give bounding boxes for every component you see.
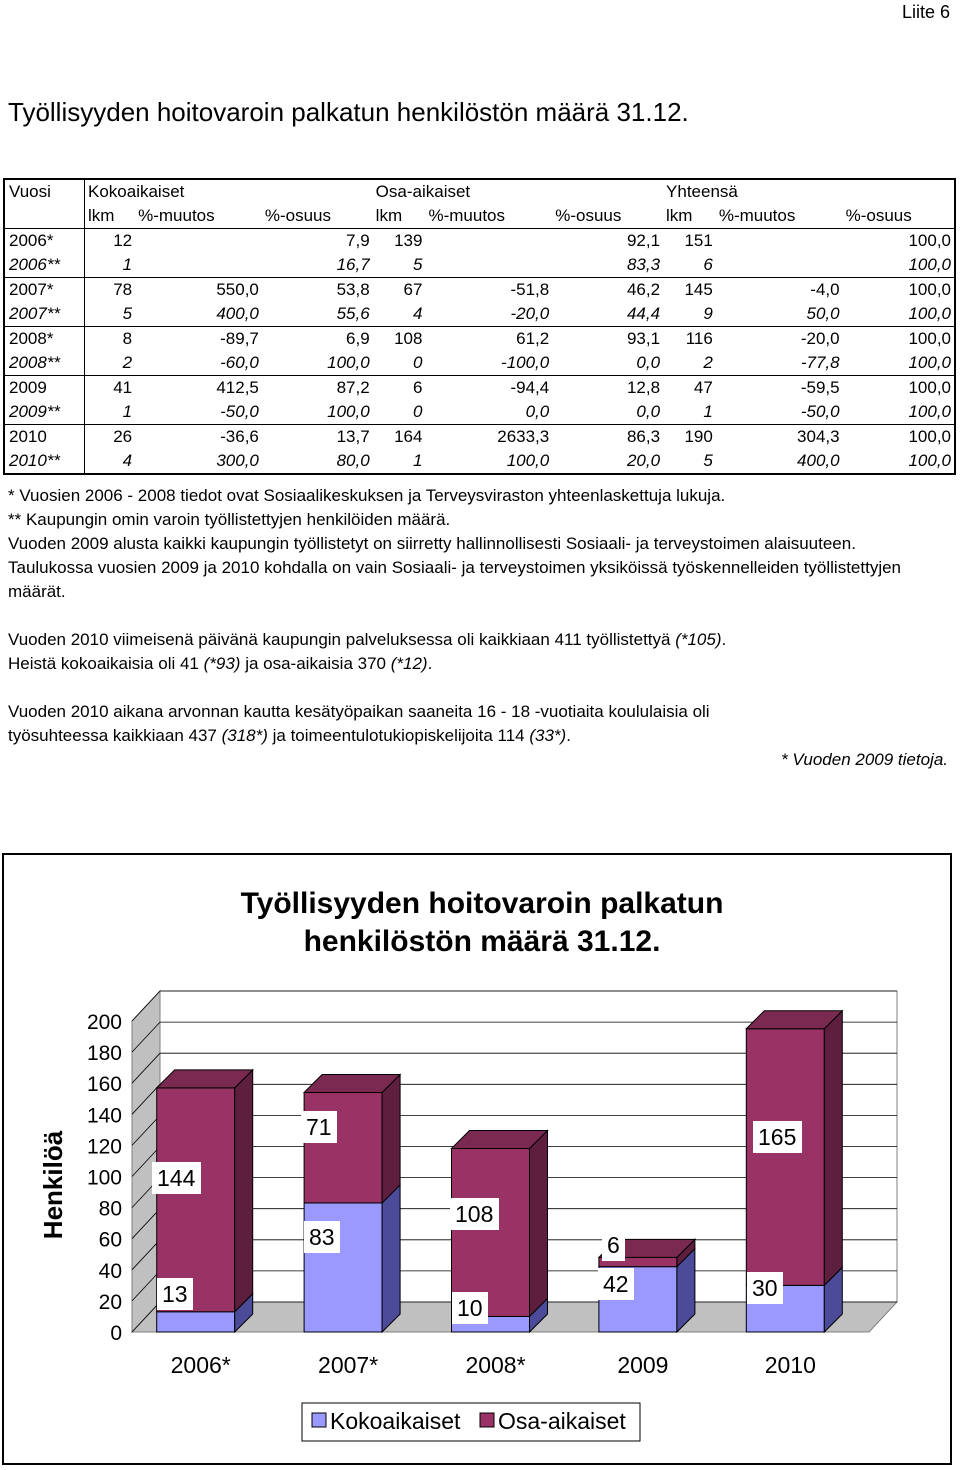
table-row bbox=[4, 449, 955, 474]
table-cell: 100,0 bbox=[843, 351, 955, 376]
footnote-2009: * Vuoden 2009 tietoja. bbox=[781, 750, 948, 769]
notes-section bbox=[8, 484, 948, 772]
table-cell: 86,3 bbox=[626, 427, 661, 446]
table-cell: 20,0 bbox=[552, 449, 663, 474]
table-cell: 0,0 bbox=[425, 400, 552, 425]
year-subheader-cell bbox=[4, 204, 85, 229]
y-tick-label: 40 bbox=[98, 1259, 122, 1283]
table-cell: -4,0 bbox=[810, 280, 840, 299]
bar-osa-aikaiset-4 bbox=[746, 1029, 824, 1286]
table-cell: 26 bbox=[113, 427, 133, 446]
table-cell: 100,0 bbox=[908, 329, 951, 348]
table-cell: 0,0 bbox=[552, 351, 663, 376]
year-cell: 2009** bbox=[4, 400, 85, 425]
table-cell: -36,6 bbox=[220, 427, 259, 446]
y-tick-label: 120 bbox=[86, 1135, 122, 1159]
table-cell: 100,0 bbox=[908, 427, 951, 446]
table-cell: -20,0 bbox=[800, 329, 840, 348]
year-cell: 2006* bbox=[4, 229, 85, 254]
table-cell: 100,0 bbox=[425, 449, 552, 474]
table-cell: 100,0 bbox=[908, 378, 951, 397]
table-cell bbox=[425, 229, 552, 254]
year-cell: 2010 bbox=[4, 425, 85, 450]
table-cell: 0 bbox=[373, 400, 426, 425]
legend-label-osa-aikaiset: Osa-aikaiset bbox=[498, 1408, 626, 1434]
data-label: 71 bbox=[306, 1114, 332, 1140]
subheader-cell: lkm bbox=[663, 204, 716, 229]
stacked-bar-chart bbox=[4, 855, 950, 1463]
table-cell: 108 bbox=[394, 329, 423, 348]
table-cell: 55,6 bbox=[262, 302, 373, 327]
paragraph-summer-jobs-cont: työsuhteessa kaikkiaan 437 (318*) ja toimeentulotukiopiskelijoita 114 (33*). bbox=[8, 726, 571, 745]
table-cell: 1 bbox=[85, 400, 136, 425]
table-cell: 92,1 bbox=[626, 231, 661, 250]
table-cell: 2 bbox=[85, 351, 136, 376]
data-label: 144 bbox=[157, 1165, 196, 1191]
table-cell: 100,0 bbox=[262, 400, 373, 425]
data-label: 165 bbox=[758, 1124, 797, 1150]
table-cell: 304,3 bbox=[797, 427, 840, 446]
table-cell: 100,0 bbox=[908, 231, 951, 250]
subheader-cell: lkm bbox=[373, 204, 426, 229]
y-tick-label: 0 bbox=[110, 1322, 122, 1345]
table-row bbox=[4, 229, 955, 254]
subheader-cell: %-muutos bbox=[425, 204, 552, 229]
note-2: ** Kaupungin omin varoin työllistettyjen henkilöiden määrä. bbox=[8, 510, 451, 529]
table-cell: 61,2 bbox=[516, 329, 550, 348]
employment-table bbox=[3, 178, 956, 475]
group-header-kokoaikaiset: Kokoaikaiset bbox=[88, 182, 185, 201]
table-row bbox=[4, 351, 955, 376]
x-tick-label: 2009 bbox=[617, 1352, 669, 1378]
table-cell: 1 bbox=[85, 253, 136, 278]
x-tick-label: 2008* bbox=[465, 1352, 526, 1378]
table-cell: 93,1 bbox=[626, 329, 661, 348]
table-cell: 2 bbox=[663, 351, 716, 376]
paragraph-summer-jobs: Vuoden 2010 aikana arvonnan kautta kesätyöpaikan saaneita 16 - 18 -vuotiaita koululaisia oli bbox=[8, 702, 710, 721]
table-cell: 100,0 bbox=[843, 400, 955, 425]
year-cell: 2010** bbox=[4, 449, 85, 474]
table-cell: 8 bbox=[122, 329, 133, 348]
table-cell: 0 bbox=[373, 351, 426, 376]
table-cell: 16,7 bbox=[262, 253, 373, 278]
legend-label-kokoaikaiset: Kokoaikaiset bbox=[330, 1408, 461, 1434]
table-cell: 164 bbox=[394, 427, 423, 446]
table-cell: 1 bbox=[663, 400, 716, 425]
y-tick-label: 80 bbox=[98, 1197, 122, 1221]
chart-container bbox=[2, 853, 952, 1465]
table-cell: 5 bbox=[663, 449, 716, 474]
subheader-cell: %-muutos bbox=[716, 204, 843, 229]
table-cell: 9 bbox=[663, 302, 716, 327]
table-cell: -51,8 bbox=[510, 280, 550, 299]
paragraph-fulltime-parttime: Heistä kokoaikaisia oli 41 (*93) ja osa-aikaisia 370 (*12). bbox=[8, 654, 433, 673]
table-cell: 300,0 bbox=[135, 449, 262, 474]
note-4: Taulukossa vuosien 2009 ja 2010 kohdalla on vain Sosiaali- ja terveystoimen yksiköissä työskennelleiden työllistettyjen määrät. bbox=[8, 558, 902, 601]
data-label: 10 bbox=[457, 1295, 483, 1321]
table-cell: -77,8 bbox=[716, 351, 843, 376]
year-cell: 2007** bbox=[4, 302, 85, 327]
table-cell: 550,0 bbox=[216, 280, 259, 299]
table-row bbox=[4, 278, 955, 303]
table-cell: -94,4 bbox=[510, 378, 550, 397]
table-cell bbox=[135, 229, 262, 254]
bar-side-osa-aikaiset-2 bbox=[530, 1131, 548, 1317]
x-tick-label: 2010 bbox=[764, 1352, 816, 1378]
table-row bbox=[4, 302, 955, 327]
subheader-cell: %-osuus bbox=[843, 204, 955, 229]
table-cell: 4 bbox=[85, 449, 136, 474]
table-cell: 4 bbox=[373, 302, 426, 327]
bar-side-osa-aikaiset-1 bbox=[382, 1075, 400, 1203]
x-tick-label: 2006* bbox=[170, 1352, 231, 1378]
chart-title-line-1: Työllisyyden hoitovaroin palkatun bbox=[240, 887, 724, 920]
table-cell: -59,5 bbox=[800, 378, 840, 397]
year-cell: 2009 bbox=[4, 376, 85, 401]
y-axis-label: Henkilöä bbox=[38, 1130, 68, 1240]
data-label: 83 bbox=[309, 1224, 335, 1250]
table-cell: -89,7 bbox=[220, 329, 259, 348]
y-tick-label: 20 bbox=[98, 1290, 122, 1314]
table-cell: 190 bbox=[684, 427, 713, 446]
note-1: * Vuosien 2006 - 2008 tiedot ovat Sosiaalikeskuksen ja Terveysviraston yhteenlaskettuja lukuja. bbox=[8, 486, 726, 505]
y-tick-label: 60 bbox=[98, 1228, 122, 1252]
year-cell: 2008** bbox=[4, 351, 85, 376]
y-tick-label: 100 bbox=[86, 1166, 122, 1190]
table-cell: -20,0 bbox=[425, 302, 552, 327]
table-cell: 5 bbox=[85, 302, 136, 327]
data-label: 108 bbox=[455, 1201, 494, 1227]
year-cell: 2008* bbox=[4, 327, 85, 352]
table-cell: 6 bbox=[413, 378, 423, 397]
x-tick-label: 2007* bbox=[318, 1352, 379, 1378]
subheader-cell: lkm bbox=[85, 204, 136, 229]
data-label: 13 bbox=[162, 1281, 188, 1307]
table-cell: 80,0 bbox=[262, 449, 373, 474]
table-cell: 12 bbox=[113, 231, 133, 250]
bar-osa-aikaiset-1 bbox=[304, 1093, 382, 1203]
table-body bbox=[4, 229, 955, 475]
table-cell: 400,0 bbox=[716, 449, 843, 474]
bar-osa-aikaiset-2 bbox=[452, 1149, 530, 1317]
table-cell: 67 bbox=[403, 280, 423, 299]
table-cell: -50,0 bbox=[135, 400, 262, 425]
table-cell: -100,0 bbox=[425, 351, 552, 376]
group-header-osa-aikaiset: Osa-aikaiset bbox=[375, 182, 471, 201]
table-row bbox=[4, 253, 955, 278]
table-cell: 100,0 bbox=[908, 280, 951, 299]
table-cell: 50,0 bbox=[716, 302, 843, 327]
table-cell: 139 bbox=[394, 231, 423, 250]
table-cell: 6 bbox=[663, 253, 716, 278]
table-cell: 44,4 bbox=[552, 302, 663, 327]
table-cell: 47 bbox=[693, 378, 713, 397]
legend-swatch-kokoaikaiset bbox=[312, 1413, 326, 1427]
data-label: 42 bbox=[603, 1271, 629, 1297]
table-cell: 1 bbox=[373, 449, 426, 474]
table-row bbox=[4, 376, 955, 401]
table-cell: 145 bbox=[684, 280, 713, 299]
legend-swatch-osa-aikaiset bbox=[480, 1413, 494, 1427]
table-row bbox=[4, 400, 955, 425]
table-cell: -50,0 bbox=[716, 400, 843, 425]
table-cell: -60,0 bbox=[135, 351, 262, 376]
table-cell bbox=[135, 253, 262, 278]
year-cell: 2006** bbox=[4, 253, 85, 278]
table-cell: 400,0 bbox=[135, 302, 262, 327]
table-cell: 100,0 bbox=[843, 449, 955, 474]
table-group-header-row bbox=[4, 179, 955, 204]
paragraph-total-employed: Vuoden 2010 viimeisenä päivänä kaupungin palveluksessa oli kaikkiaan 411 työllistettyä (*105). bbox=[8, 630, 727, 649]
table-cell: 87,2 bbox=[336, 378, 370, 397]
data-label: 30 bbox=[752, 1275, 778, 1301]
table-row bbox=[4, 327, 955, 352]
group-header-yhteensa: Yhteensä bbox=[666, 182, 738, 201]
table-cell: 83,3 bbox=[552, 253, 663, 278]
table-cell: 100,0 bbox=[843, 253, 955, 278]
subheader-cell: %-osuus bbox=[552, 204, 663, 229]
bar-side-osa-aikaiset-0 bbox=[235, 1070, 253, 1312]
table-cell: 53,8 bbox=[336, 280, 370, 299]
bar-side-osa-aikaiset-4 bbox=[824, 1011, 842, 1286]
table-cell bbox=[716, 253, 843, 278]
table-subheader-row bbox=[4, 204, 955, 229]
table-cell: 100,0 bbox=[843, 302, 955, 327]
table-cell: 12,8 bbox=[626, 378, 661, 397]
year-column-header: Vuosi bbox=[4, 179, 85, 204]
note-3: Vuoden 2009 alusta kaikki kaupungin työllistetyt on siirretty hallinnollisesti Sosiaali- ja terveystoimen alaisuuteen. bbox=[8, 534, 856, 553]
table-cell: 13,7 bbox=[336, 427, 370, 446]
table-cell: 2633,3 bbox=[497, 427, 550, 446]
bar-side-kokoaikaiset-1 bbox=[382, 1185, 400, 1332]
table-cell: 0,0 bbox=[552, 400, 663, 425]
table-cell: 100,0 bbox=[262, 351, 373, 376]
y-tick-label: 200 bbox=[86, 1011, 122, 1034]
table-cell: 5 bbox=[373, 253, 426, 278]
year-cell: 2007* bbox=[4, 278, 85, 303]
bar-kokoaikaiset-0 bbox=[157, 1312, 235, 1332]
table-cell bbox=[716, 229, 843, 254]
y-tick-label: 180 bbox=[86, 1042, 122, 1066]
table-cell: 41 bbox=[113, 378, 133, 397]
subheader-cell: %-osuus bbox=[262, 204, 373, 229]
table-cell: 6,9 bbox=[346, 329, 370, 348]
table-cell bbox=[425, 253, 552, 278]
chart-title-line-2: henkilöstön määrä 31.12. bbox=[303, 925, 661, 958]
y-tick-label: 160 bbox=[86, 1073, 122, 1097]
table-cell: 116 bbox=[685, 329, 713, 348]
table-cell: 7,9 bbox=[346, 231, 370, 250]
page-title: Työllisyyden hoitovaroin palkatun henkilöstön määrä 31.12. bbox=[8, 97, 689, 127]
subheader-cell: %-muutos bbox=[135, 204, 262, 229]
appendix-label: Liite 6 bbox=[901, 2, 950, 22]
data-label: 6 bbox=[607, 1232, 620, 1258]
table-cell: 412,5 bbox=[216, 378, 259, 397]
table-cell: 46,2 bbox=[626, 280, 661, 299]
table-row bbox=[4, 425, 955, 450]
table-cell: 151 bbox=[684, 231, 713, 250]
y-tick-label: 140 bbox=[86, 1104, 122, 1128]
table-cell: 78 bbox=[113, 280, 133, 299]
